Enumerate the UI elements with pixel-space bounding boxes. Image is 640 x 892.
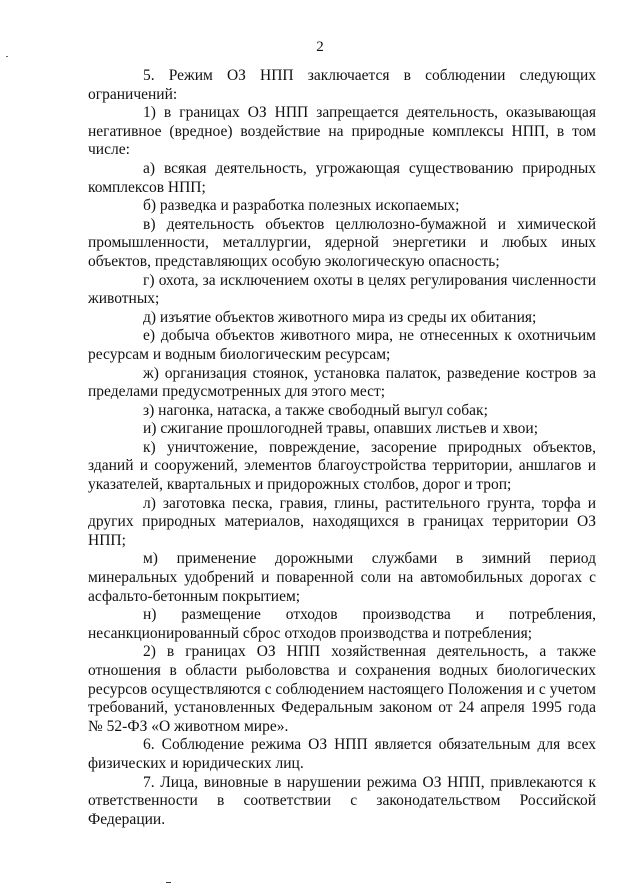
paragraph-item-v: в) деятельность объектов целлюлозно-бумажной и химической промышленности, металлургии, ядерной энергетики и любых иных объектов, представляющих особую экологическую опасность; <box>88 215 596 270</box>
paragraph-item-m: м) применение дорожными службами в зимний период минеральных удобрений и поваренной соли на автомобильных дорогах с асфальто-бетонным покрытием; <box>88 550 596 605</box>
paragraph-7: 7. Лица, виновные в нарушении режима ОЗ НПП, привлекаются к ответственности в соответствии с законодательством Российской Федерации. <box>88 773 596 828</box>
paragraph-5-intro: 5. Режим ОЗ НПП заключается в соблюдении следующих ограничений: <box>88 67 596 103</box>
paragraph-item-l: л) заготовка песка, гравия, глины, растительного грунта, торфа и других природных материалов, находящихся в границах территории ОЗ НПП; <box>88 494 596 549</box>
paragraph-item-b: б) разведка и разработка полезных ископаемых; <box>143 197 460 215</box>
paragraph-item-g: г) охота, за исключением охоты в целях регулирования численности животных; <box>88 271 596 308</box>
page-number: 2 <box>316 39 324 55</box>
paragraph-item-n: н) размещение отходов производства и потребления, несанкционированный сброс отходов производства и потребления; <box>88 606 596 642</box>
paragraph-item-z: з) нагонка, натаска, а также свободный выгул собак; <box>143 401 488 419</box>
paragraph-item-zh: ж) организация стоянок, установка палаток, разведение костров за пределами предусмотренных для этого мест; <box>88 364 596 401</box>
paragraph-item-e: е) добыча объектов животного мира, не отнесенных к охотничьим ресурсам и водным биологическим ресурсам; <box>88 327 596 363</box>
paragraph-item-k: к) уничтожение, повреждение, засорение природных объектов, зданий и сооружений, элементов благоустройства территории, аншлагов и указателей, квартальных и придорожных столбов, дорог и троп; <box>88 438 596 494</box>
scan-artifact-mark <box>166 882 171 883</box>
paragraph-item-1: 1) в границах ОЗ НПП запрещается деятельность, оказывающая негативное (вредное) воздействие на природные комплексы НПП, в том числе: <box>88 104 596 159</box>
paragraph-item-i: и) сжигание прошлогодней травы, опавших листьев и хвои; <box>143 420 539 438</box>
scan-artifact-dot <box>6 56 8 57</box>
paragraph-item-d: д) изъятие объектов животного мира из среды их обитания; <box>143 308 537 326</box>
document-body <box>88 67 596 829</box>
paragraph-item-a: а) всякая деятельность, угрожающая существованию природных комплексов НПП; <box>88 159 596 196</box>
paragraph-item-2: 2) в границах ОЗ НПП хозяйственная деятельность, а также отношения в области рыболовства и сохранения водных биологических ресурсов осуществляются с соблюдением настоящего Положения и с учетом требований, установленных Федеральным законом от 24 апреля 1995 года № 52-ФЗ «О животном мире». <box>88 643 596 735</box>
paragraph-6: 6. Соблюдение режима ОЗ НПП является обязательным для всех физических и юридических лиц. <box>88 736 596 772</box>
